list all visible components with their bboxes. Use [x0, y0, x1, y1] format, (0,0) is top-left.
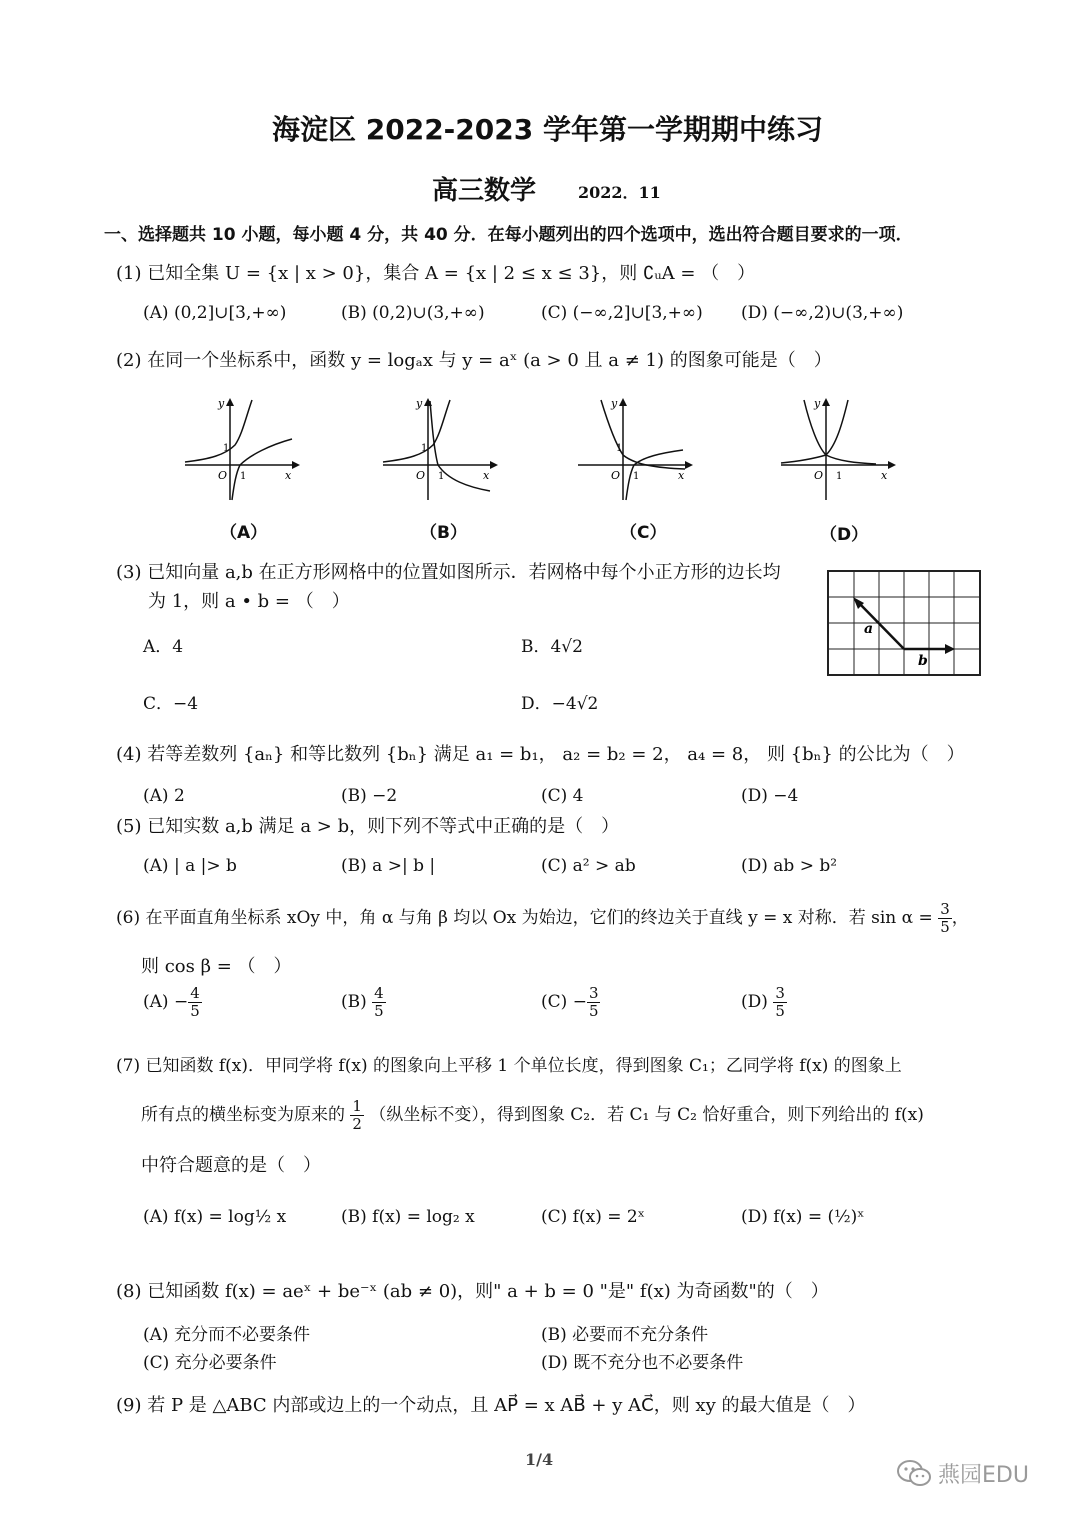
- q3-option-a: A．4: [143, 637, 184, 657]
- x-one-label: 1: [438, 471, 445, 482]
- q4-option-b: (B) −2: [341, 786, 398, 806]
- q4-option-d: (D) −4: [741, 786, 799, 806]
- q1-option-a: (A) (0,2]∪[3,+∞): [143, 303, 287, 323]
- q4-stem: (4) 若等差数列 {aₙ} 和等比数列 {bₙ} 满足 a₁ = b₁， a₂ = b₂ = 2， a₄ = 8， 则 {bₙ} 的公比为（ ）: [116, 744, 965, 765]
- q3-option-b: B．4√2: [521, 637, 583, 657]
- y-axis-label: y: [416, 397, 423, 410]
- q2-graph-c-label: （C）: [620, 523, 667, 543]
- q2-stem: (2) 在同一个坐标系中，函数 y = logₐx 与 y = aˣ (a > 0 且 a ≠ 1) 的图象可能是（ ）: [116, 350, 832, 371]
- q6-stem: (6) 在平面直角坐标系 xOy 中，角 α 与角 β 均以 Ox 为始边，它们的终边关于直线 y = x 对称．若 sin α = $\frac{3}{5}$ ，: [116, 900, 969, 936]
- q2-graph-b: [378, 395, 503, 505]
- q6-stem-line2: 则 cos β = （ ）: [141, 956, 292, 977]
- q7-fraction: $\frac{1}{2}$: [352, 1097, 362, 1133]
- q9-stem: (9) 若 P 是 △ABC 内部或边上的一个动点，且 AP⃗ = x AB⃗ + y AC⃗，则 xy 的最大值是（ ）: [116, 1395, 866, 1416]
- watermark-text: 燕园EDU: [938, 1463, 1029, 1488]
- y-axis-label: y: [814, 397, 821, 410]
- q1-option-b: (B) (0,2)∪(3,+∞): [341, 303, 485, 323]
- x-axis-label: x: [678, 469, 685, 482]
- exam-date: 2022．11: [578, 183, 661, 202]
- q3-option-d: D．−4√2: [521, 694, 599, 714]
- q7-option-b: (B) f(x) = log₂ x: [341, 1207, 475, 1227]
- q1-stem: (1) 已知全集 U = {x | x > 0}，集合 A = {x | 2 ≤ x ≤ 3}，则 ∁ᵤA = （ ）: [116, 263, 756, 284]
- x-one-label: 1: [633, 471, 640, 482]
- q5-option-b: (B) a >| b |: [341, 856, 436, 876]
- q6-stem-text: (6) 在平面直角坐标系 xOy 中，角 α 与角 β 均以 Ox 为始边，它们的终边关于直线 y = x 对称．若 sin α =: [116, 908, 933, 928]
- q1-option-d: (D) (−∞,2)∪(3,+∞): [741, 303, 904, 323]
- q3-option-c: C．−4: [143, 694, 199, 714]
- y-one-label: 1: [421, 443, 428, 454]
- q8-option-d: (D) 既不充分也不必要条件: [541, 1353, 744, 1373]
- section-heading: 一、选择题共 10 小题，每小题 4 分，共 40 分．在每小题列出的四个选项中，选出符合题目要求的一项．: [104, 225, 913, 245]
- q6-option-d: (D) $\frac{3}{5}$: [741, 984, 785, 1020]
- q5-stem: (5) 已知实数 a,b 满足 a > b，则下列不等式中正确的是（ ）: [116, 816, 620, 837]
- page-number: 1/4: [525, 1450, 554, 1469]
- q5-option-a: (A) | a |> b: [143, 856, 237, 876]
- y-one-label: 1: [223, 443, 230, 454]
- q7-option-a: (A) f(x) = log½ x: [143, 1207, 287, 1227]
- q2-graph-c: [573, 395, 698, 505]
- q5-option-d: (D) ab > b²: [741, 856, 838, 876]
- q2-graph-b-label: （B）: [420, 523, 467, 543]
- q2-graph-d-label: （D）: [820, 525, 869, 545]
- q7-option-d: (D) f(x) = (½)ˣ: [741, 1207, 865, 1227]
- page-subtitle: 高三数学: [432, 176, 537, 206]
- q3-vector-grid: [824, 567, 984, 679]
- x-one-label: 1: [240, 471, 247, 482]
- q7-line2: 所有点的横坐标变为原来的 $\frac{1}{2}$ （纵坐标不变），得到图象 C₂．若 C₁ 与 C₂ 恰好重合，则下列给出的 f(x): [141, 1097, 924, 1133]
- q6-option-c: (C) − $\frac{3}{5}$: [541, 984, 599, 1020]
- vector-b-label: b: [918, 653, 928, 669]
- watermark: [896, 1458, 1029, 1489]
- q4-option-c: (C) 4: [541, 786, 584, 806]
- q7-line3: 中符合题意的是（ ）: [141, 1155, 321, 1176]
- origin-label: O: [416, 469, 426, 482]
- q4-option-a: (A) 2: [143, 786, 185, 806]
- q2-graph-a-label: （A）: [220, 523, 268, 543]
- q7-line1: (7) 已知函数 f(x)．甲同学将 f(x) 的图象向上平移 1 个单位长度，得到图象 C₁；乙同学将 f(x) 的图象上: [116, 1056, 902, 1076]
- q3-stem-line2: 为 1，则 a • b = （ ）: [148, 591, 350, 612]
- origin-label: O: [814, 469, 824, 482]
- x-axis-label: x: [285, 469, 292, 482]
- q7-option-c: (C) f(x) = 2ˣ: [541, 1207, 645, 1227]
- q8-option-a: (A) 充分而不必要条件: [143, 1325, 310, 1345]
- q8-option-b: (B) 必要而不充分条件: [541, 1325, 709, 1345]
- origin-label: O: [611, 469, 621, 482]
- q2-graph-a: [180, 395, 305, 505]
- q6-fraction: $\frac{3}{5}$: [940, 900, 950, 936]
- q2-graph-d: [776, 395, 901, 505]
- origin-label: O: [218, 469, 228, 482]
- y-axis-label: y: [611, 397, 618, 410]
- q8-stem: (8) 已知函数 f(x) = aeˣ + be⁻ˣ (ab ≠ 0)，则" a + b = 0 "是" f(x) 为奇函数"的（ ）: [116, 1281, 829, 1302]
- page-title: 海淀区 2022-2023 学年第一学期期中练习: [272, 113, 823, 146]
- q8-option-c: (C) 充分必要条件: [143, 1353, 277, 1373]
- wechat-icon: [896, 1459, 932, 1489]
- q6-option-b: (B) $\frac{4}{5}$: [341, 984, 384, 1020]
- y-axis-label: y: [218, 397, 225, 410]
- x-axis-label: x: [483, 469, 490, 482]
- q3-stem-line1: (3) 已知向量 a,b 在正方形网格中的位置如图所示．若网格中每个小正方形的边长均: [116, 562, 781, 583]
- q5-option-c: (C) a² > ab: [541, 856, 636, 876]
- x-axis-label: x: [881, 469, 888, 482]
- y-one-label: 1: [616, 443, 623, 454]
- x-one-label: 1: [836, 471, 843, 482]
- vector-a-label: a: [864, 621, 874, 637]
- q1-option-c: (C) (−∞,2]∪[3,+∞): [541, 303, 703, 323]
- q6-option-a: (A) − $\frac{4}{5}$: [143, 984, 200, 1020]
